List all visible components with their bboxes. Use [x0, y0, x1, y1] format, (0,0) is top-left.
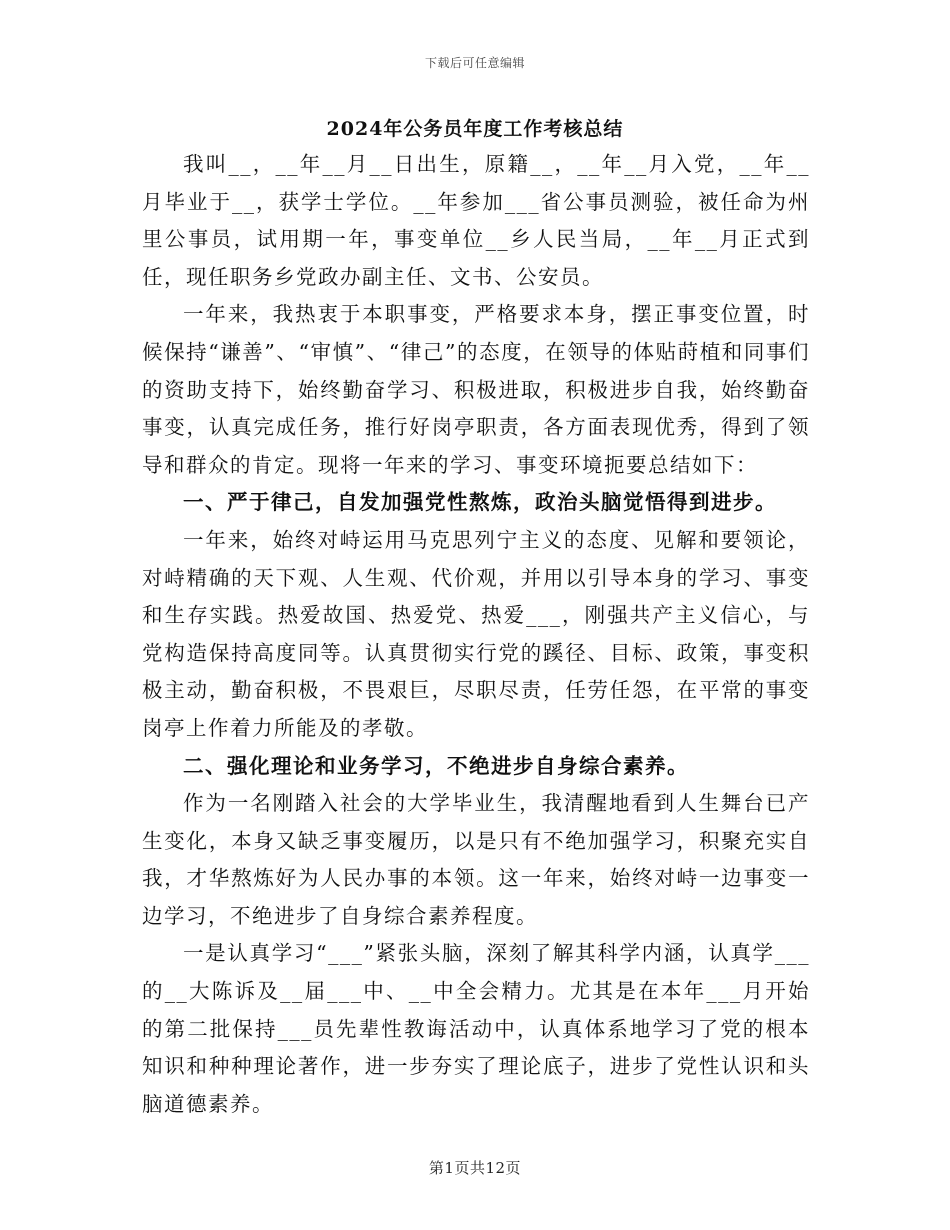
header-note: 下载后可任意编辑	[424, 56, 525, 70]
intro-paragraph: 我叫__，__年__月__日出生，原籍__，__年__月入党，__年__月毕业于__，获学士学位。__年参加___省公事员测验，被任命为州里公事员，试用期一年，事变单位__乡人民当局，__年__月正式到任，现任职务乡党政办副主任、文书、公安员。	[142, 152, 810, 289]
section-2-paragraph: 作为一名刚踏入社会的大学毕业生，我清醒地看到人生舞台已产生变化，本身又缺乏事变履历，以是只有不绝加强学习，积聚充实自我，才华熬炼好为人民办事的本领。这一年来，始终对峙一边事变一边学习，不绝进步了自身综合素养程度。	[142, 791, 810, 928]
document-title: 2024年公务员年度工作考核总结	[326, 118, 624, 140]
section-1-paragraph: 一年来，始终对峙运用马克思列宁主义的态度、见解和要领论，对峙精确的天下观、人生观、代价观，并用以引导本身的学习、事变和生存实践。热爱故国、热爱党、热爱___，刚强共产主义信心，与党构造保持高度同等。认真贯彻实行党的蹊径、目标、政策，事变积极主动，勤奋积极，不畏艰巨，尽职尽责，任劳任怨，在平常的事变岗亭上作着力所能及的孝敬。	[142, 527, 810, 740]
section-heading-2: 二、强化理论和业务学习，不绝进步自身综合素养。	[183, 753, 689, 778]
section-2-point-1-paragraph: 一是认真学习“___”紧张头脑，深刻了解其科学内涵，认真学___的__大陈诉及__届___中、__中全会精力。尤其是在本年___月开始的第二批保持___员先辈性教诲活动中，认真体系地学习了党的根本知识和种种理论著作，进一步夯实了理论底子，进步了党性认识和头脑道德素养。	[142, 941, 810, 1116]
page-number-footer: 第1页共12页	[428, 1159, 522, 1177]
summary-paragraph: 一年来，我热衷于本职事变，严格要求本身，摆正事变位置，时候保持“谦善”、“审慎”、“律己”的态度，在领导的体贴莳植和同事们的资助支持下，始终勤奋学习、积极进取，积极进步自我，始终勤奋事变，认真完成任务，推行好岗亭职责，各方面表现优秀，得到了领导和群众的肯定。现将一年来的学习、事变环境扼要总结如下：	[142, 302, 810, 477]
document-body	[142, 146, 810, 1123]
section-heading-1: 一、严于律己，自发加强党性熬炼，政治头脑觉悟得到进步。	[183, 490, 777, 515]
